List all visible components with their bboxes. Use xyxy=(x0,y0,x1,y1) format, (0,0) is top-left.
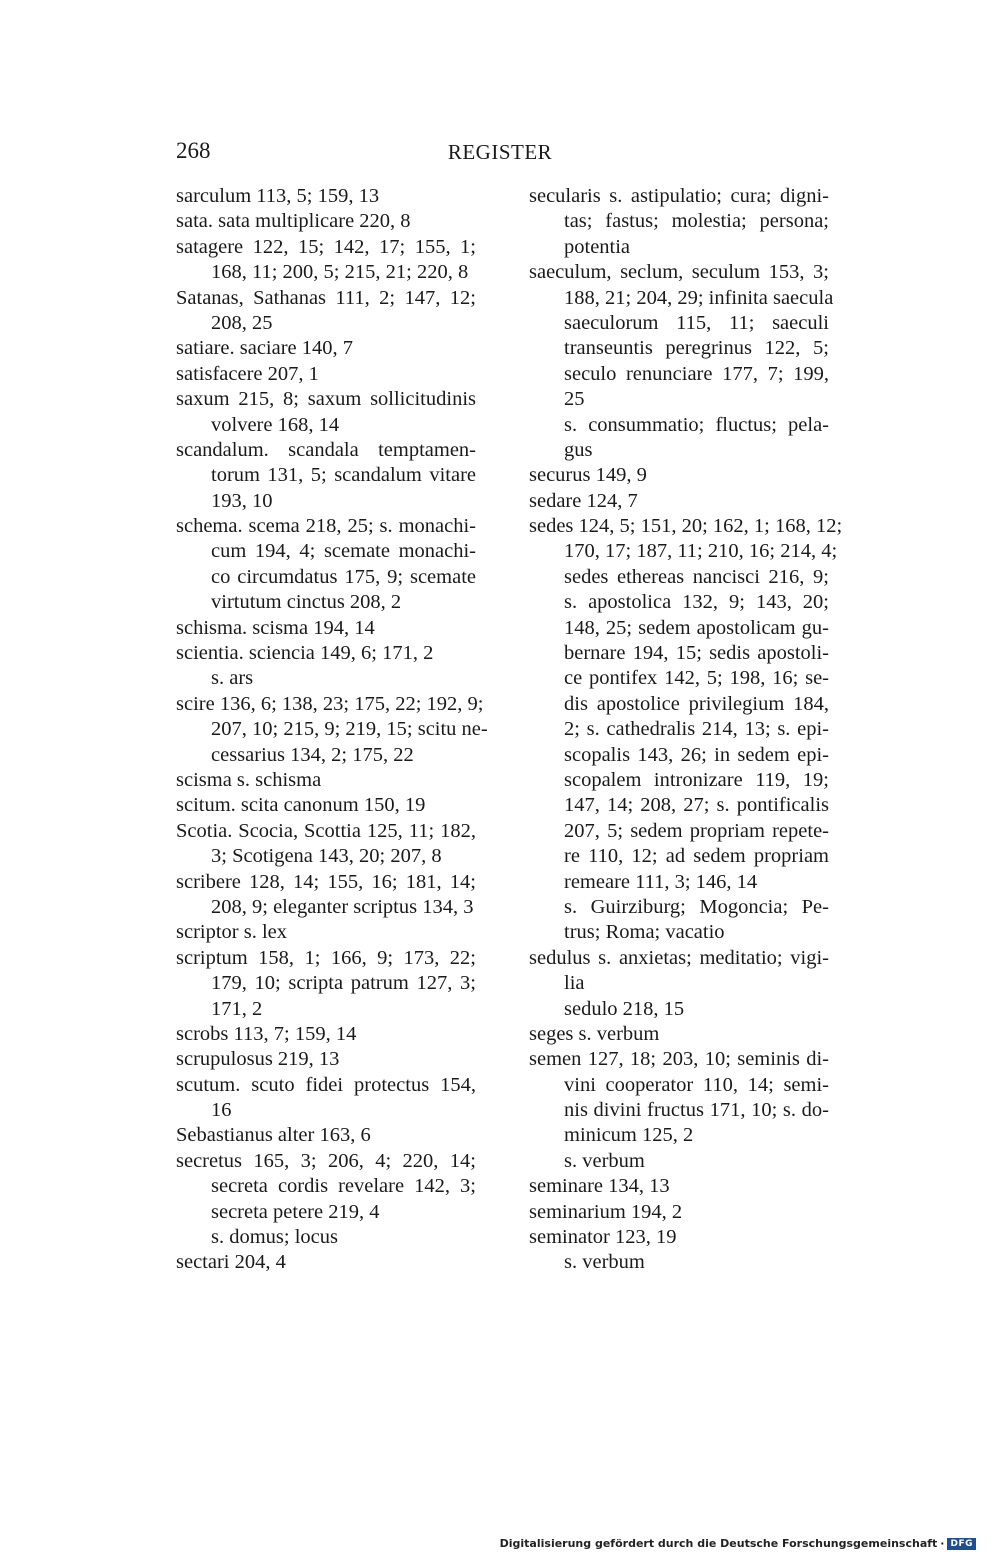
index-line: ce pontifex 142, 5; 198, 16; se- xyxy=(564,667,829,690)
index-line: scire 136, 6; 138, 23; 175, 22; 192, 9; xyxy=(176,692,484,715)
index-line: sata. sata multiplicare 220, 8 xyxy=(176,210,411,233)
index-line: satiare. saciare 140, 7 xyxy=(176,337,354,360)
index-line: s. domus; locus xyxy=(211,1226,338,1249)
index-line: scutum. scuto fidei protectus 154, xyxy=(176,1073,476,1096)
page-number: 268 xyxy=(176,138,211,163)
index-line: 208, 25 xyxy=(211,311,273,334)
index-line: securus 149, 9 xyxy=(529,464,647,487)
index-line: cessarius 134, 2; 175, 22 xyxy=(211,743,414,766)
index-line: vini cooperator 110, 14; semi- xyxy=(564,1073,829,1096)
index-line: tas; fastus; molestia; persona; xyxy=(564,210,829,233)
footer-credit: Digitalisierung gefördert durch die Deutsche Forschungsgemeinschaft · DFG xyxy=(500,1537,976,1550)
index-line: scrupulosus 219, 13 xyxy=(176,1048,340,1071)
index-line: virtutum cinctus 208, 2 xyxy=(211,591,402,614)
index-line: Sebastianus alter 163, 6 xyxy=(176,1124,371,1147)
running-title: REGISTER xyxy=(447,140,553,164)
index-line: saeculum, seclum, seculum 153, 3; xyxy=(529,261,829,284)
index-line: 207, 5; sedem propriam repete- xyxy=(564,819,829,842)
index-line: 2; s. cathedralis 214, 13; s. epi- xyxy=(564,718,829,741)
index-line: nis divini fructus 171, 10; s. do- xyxy=(564,1099,829,1122)
index-line: 207, 10; 215, 9; 219, 15; scitu ne- xyxy=(211,718,488,741)
index-line: 148, 25; sedem apostolicam gu- xyxy=(564,616,829,639)
index-line: cum 194, 4; scemate monachi- xyxy=(211,540,476,563)
index-line: dis apostolice privilegium 184, xyxy=(564,692,829,715)
index-line: volvere 168, 14 xyxy=(211,413,340,436)
index-line: scopalem intronizare 119, 19; xyxy=(564,768,829,791)
index-line: 25 xyxy=(564,388,585,411)
index-line: seminarium 194, 2 xyxy=(529,1200,683,1223)
index-line: s. Guirziburg; Mogoncia; Pe- xyxy=(564,895,829,918)
index-column-left xyxy=(176,184,488,1276)
index-line: bernare 194, 15; sedis apostoli- xyxy=(564,642,829,665)
index-line: remeare 111, 3; 146, 14 xyxy=(564,870,758,893)
index-line: scisma s. schisma xyxy=(176,768,322,791)
index-line: semen 127, 18; 203, 10; seminis di- xyxy=(529,1048,829,1071)
index-line: sedulo 218, 15 xyxy=(564,997,685,1020)
index-line: 168, 11; 200, 5; 215, 21; 220, 8 xyxy=(211,261,469,284)
index-line: seges s. verbum xyxy=(529,1022,660,1045)
index-line: lia xyxy=(564,972,585,995)
index-line: potentia xyxy=(564,235,631,258)
index-line: scitum. scita canonum 150, 19 xyxy=(176,794,426,817)
index-line: 193, 10 xyxy=(211,489,273,512)
index-line: saxum 215, 8; saxum sollicitudinis xyxy=(176,388,476,411)
index-line: secreta petere 219, 4 xyxy=(211,1200,380,1223)
index-line: 16 xyxy=(211,1099,232,1122)
index-line: s. consummatio; fluctus; pela- xyxy=(564,413,829,436)
dfg-logo: DFG xyxy=(947,1538,976,1550)
index-line: Scotia. Scocia, Scottia 125, 11; 182, xyxy=(176,819,476,842)
index-line: scriptor s. lex xyxy=(176,921,288,944)
index-line: 170, 17; 187, 11; 210, 16; 214, 4; xyxy=(564,540,838,563)
index-line: 179, 10; scripta patrum 127, 3; xyxy=(211,972,476,995)
index-line: saeculorum 115, 11; saeculi xyxy=(564,311,829,334)
index-line: minicum 125, 2 xyxy=(564,1124,694,1147)
index-line: satagere 122, 15; 142, 17; 155, 1; xyxy=(176,235,476,258)
index-line: 3; Scotigena 143, 20; 207, 8 xyxy=(211,845,442,868)
index-line: scrobs 113, 7; 159, 14 xyxy=(176,1022,357,1045)
index-line: 147, 14; 208, 27; s. pontificalis xyxy=(564,794,829,817)
index-line: satisfacere 207, 1 xyxy=(176,362,319,385)
index-line: seculo renunciare 177, 7; 199, xyxy=(564,362,829,385)
index-line: sectari 204, 4 xyxy=(176,1251,286,1274)
index-line: re 110, 12; ad sedem propriam xyxy=(564,845,829,868)
index-line: schema. scema 218, 25; s. monachi- xyxy=(176,515,476,538)
index-column-right xyxy=(529,184,843,1276)
index-line: sedes 124, 5; 151, 20; 162, 1; 168, 12; xyxy=(529,515,843,538)
index-line: scopalis 143, 26; in sedem epi- xyxy=(564,743,829,766)
index-line: schisma. scisma 194, 14 xyxy=(176,616,375,639)
footer-text: Digitalisierung gefördert durch die Deutsche Forschungsgemeinschaft xyxy=(499,1537,938,1550)
index-line: 188, 21; 204, 29; infinita saecula xyxy=(564,286,834,309)
index-line: sarculum 113, 5; 159, 13 xyxy=(176,185,380,207)
index-line: secreta cordis revelare 142, 3; xyxy=(211,1175,476,1198)
index-line: seminator 123, 19 xyxy=(529,1226,677,1249)
index-line: scandalum. scandala temptamen- xyxy=(176,438,476,461)
index-line: s. verbum xyxy=(564,1251,645,1274)
index-line: co circumdatus 175, 9; scemate xyxy=(211,565,476,588)
index-line: secularis s. astipulatio; cura; digni- xyxy=(529,185,829,207)
index-line: gus xyxy=(564,438,593,461)
index-line: sedare 124, 7 xyxy=(529,489,638,512)
index-line: scientia. sciencia 149, 6; 171, 2 xyxy=(176,642,434,665)
index-line: 171, 2 xyxy=(211,997,263,1020)
index-line: trus; Roma; vacatio xyxy=(564,921,725,944)
index-line: scribere 128, 14; 155, 16; 181, 14; xyxy=(176,870,476,893)
index-line: seminare 134, 13 xyxy=(529,1175,670,1198)
index-line: sedes ethereas nancisci 216, 9; xyxy=(564,565,829,588)
index-line: sedulus s. anxietas; meditatio; vigi- xyxy=(529,946,829,969)
index-line: 208, 9; eleganter scriptus 134, 3 xyxy=(211,895,474,918)
index-line: secretus 165, 3; 206, 4; 220, 14; xyxy=(176,1149,476,1172)
index-line: scriptum 158, 1; 166, 9; 173, 22; xyxy=(176,946,476,969)
index-line: transeuntis peregrinus 122, 5; xyxy=(564,337,829,360)
index-line: Satanas, Sathanas 111, 2; 147, 12; xyxy=(176,286,476,309)
index-line: s. verbum xyxy=(564,1149,645,1172)
index-line: s. ars xyxy=(211,667,254,690)
index-line: torum 131, 5; scandalum vitare xyxy=(211,464,476,487)
index-line: s. apostolica 132, 9; 143, 20; xyxy=(564,591,829,614)
